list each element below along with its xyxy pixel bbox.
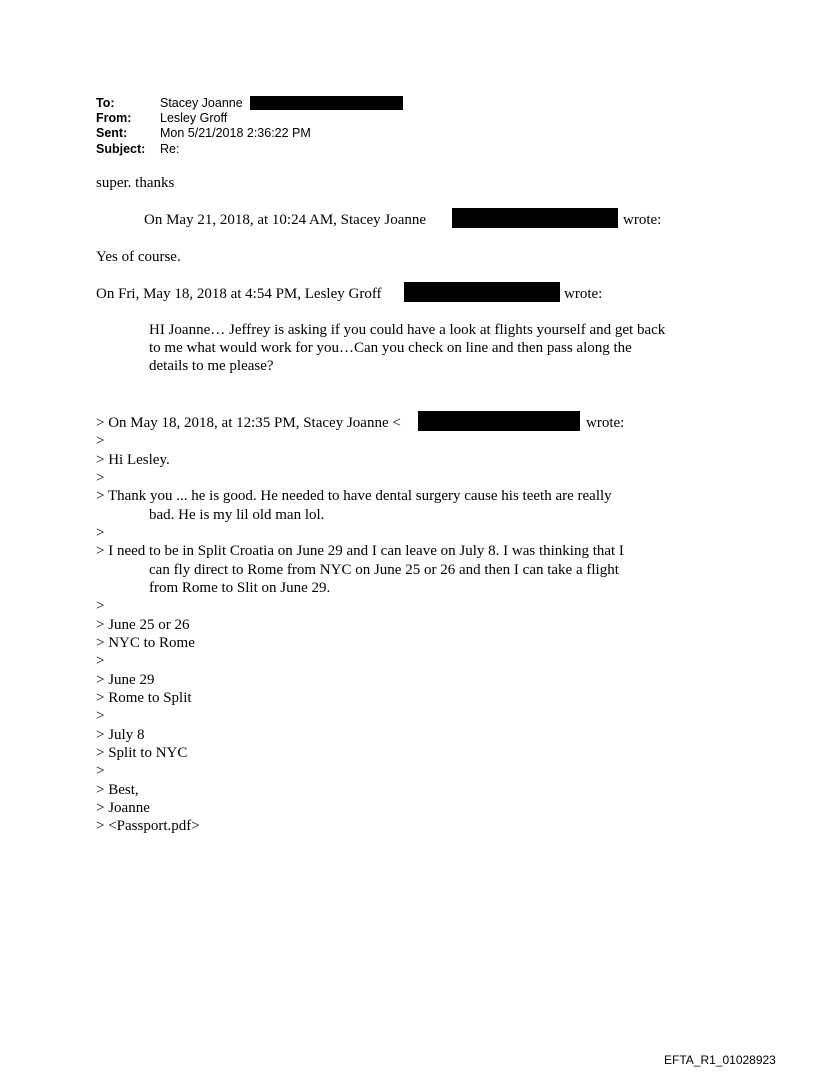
attachment-line: > <Passport.pdf> [96, 818, 200, 834]
quoted-line: > [96, 470, 105, 486]
quoted-line: can fly direct to Rome from NYC on June 25 or 26 and then I can take a flight [149, 562, 619, 578]
quoted-line: > [96, 525, 105, 541]
reply-text: super. thanks [96, 175, 175, 191]
quote1-attribution: On May 21, 2018, at 10:24 AM, Stacey Joanne [144, 212, 427, 228]
itinerary-line: > Joanne [96, 800, 150, 816]
quote2-attribution: On Fri, May 18, 2018 at 4:54 PM, Lesley Groff [96, 286, 382, 302]
quoted-line: from Rome to Slit on June 29. [149, 580, 331, 596]
subject-value: Re: [160, 142, 180, 156]
itinerary-line: > June 29 [96, 672, 155, 688]
itinerary-line: > July 8 [96, 727, 145, 743]
quote1-wrote: wrote: [623, 212, 662, 228]
redaction-bar [452, 208, 618, 228]
from-value: Lesley Groff [160, 111, 228, 125]
redaction-bar [250, 96, 403, 110]
quote3-wrote: wrote: [586, 415, 625, 431]
itinerary-line: > [96, 653, 105, 669]
quoted-line: > Hi Lesley. [96, 452, 170, 468]
sent-label: Sent: [96, 126, 128, 140]
quoted-line: > [96, 433, 105, 449]
quote3-attribution: > On May 18, 2018, at 12:35 PM, Stacey Joanne < [96, 415, 401, 431]
redaction-bar [404, 282, 560, 302]
sent-value: Mon 5/21/2018 2:36:22 PM [160, 126, 311, 140]
itinerary-line: > NYC to Rome [96, 635, 195, 651]
document-id: EFTA_R1_01028923 [664, 1053, 776, 1067]
subject-label: Subject: [96, 142, 146, 156]
quoted-line: bad. He is my lil old man lol. [149, 507, 325, 523]
quoted-line: > I need to be in Split Croatia on June 29 and I can leave on July 8. I was thinking that I [96, 543, 624, 559]
itinerary-line: > Split to NYC [96, 745, 188, 761]
to-label: To: [96, 96, 115, 110]
itinerary-line: > [96, 763, 105, 779]
from-label: From: [96, 111, 132, 125]
itinerary-line: > Best, [96, 782, 139, 798]
itinerary-line: > [96, 708, 105, 724]
itinerary-line: > [96, 598, 105, 614]
to-value: Stacey Joanne [160, 96, 243, 110]
quoted-line: > Thank you ... he is good. He needed to have dental surgery cause his teeth are really [96, 488, 612, 504]
quote2-wrote: wrote: [564, 286, 603, 302]
redaction-bar [418, 411, 580, 431]
quote1-text: Yes of course. [96, 249, 181, 265]
itinerary-line: > June 25 or 26 [96, 617, 190, 633]
itinerary-line: > Rome to Split [96, 690, 192, 706]
quote2-paragraph: HI Joanne… Jeffrey is asking if you could have a look at flights yourself and get back to me what would work for you…Can you check on line and then pass along the details to me please? [149, 322, 666, 374]
